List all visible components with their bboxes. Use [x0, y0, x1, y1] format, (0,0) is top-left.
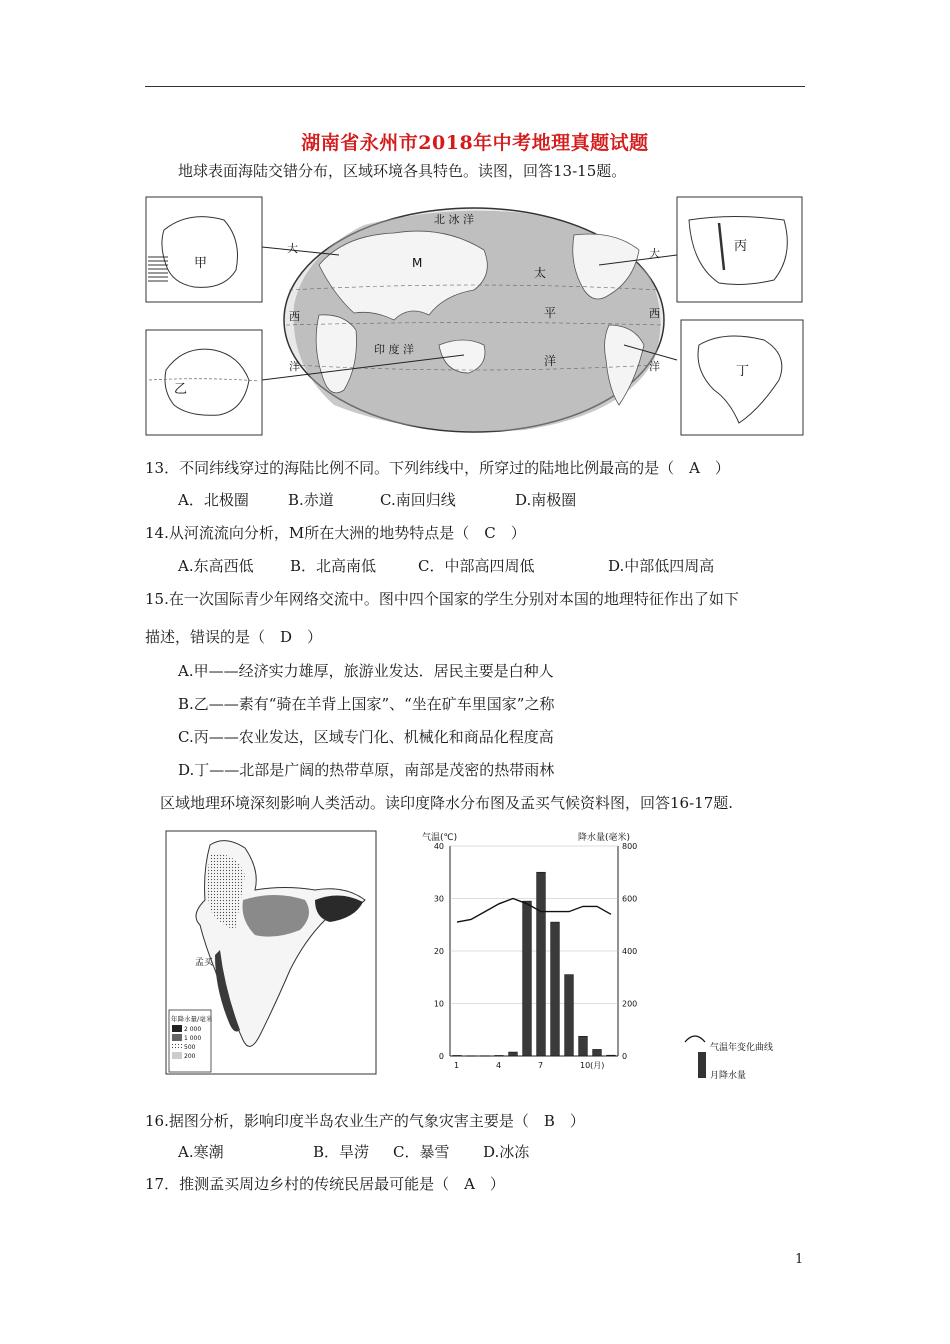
q15-option-c: C.丙——农业发达，区域专门化、机械化和商品化程度高 [178, 728, 554, 746]
label-M: M [412, 256, 423, 270]
legend-temp-label: 气温年变化曲线 [710, 1043, 774, 1053]
india-legend-500: 500 [184, 1044, 196, 1051]
q15-option-a: A.甲——经济实力雄厚，旅游业发达．居民主要是白种人 [178, 662, 554, 680]
q13-options [178, 489, 576, 510]
y-left-tick-label: 30 [433, 894, 444, 904]
inset-yi-label: 乙 [174, 382, 188, 397]
precip-bar [565, 975, 574, 1056]
page-number: 1 [795, 1252, 804, 1267]
inset-ding-label: 丁 [736, 364, 750, 379]
y-left-tick-label: 0 [438, 1052, 444, 1061]
india-legend-2000: 2 000 [184, 1026, 202, 1033]
mumbai-climate-chart [410, 828, 650, 1078]
precip-bar [579, 1036, 588, 1056]
climate-legend [680, 1030, 830, 1090]
q13-option-a: A．北极圈 [178, 491, 249, 509]
y-right-tick-label: 800 [622, 842, 638, 851]
intro-13-15: 地球表面海陆交错分布，区域环境各具特色。读图，回答13-15题。 [178, 162, 627, 180]
precip-bar [523, 901, 532, 1056]
q15-stem-line1: 15.在一次国际青少年网络交流中。图中四个国家的学生分别对本国的地理特征作出了如下 [145, 590, 739, 608]
legend-line-symbol [685, 1036, 705, 1042]
india-legend-200: 200 [184, 1053, 196, 1060]
x-tick-label: 10(月) [580, 1061, 605, 1070]
label-indian-ocean: 印 度 洋 [374, 343, 414, 356]
india-legend-title: 年降水量/毫米 [171, 1015, 213, 1023]
q16-option-a: A.寒潮 [178, 1143, 224, 1161]
q16-options [178, 1141, 529, 1162]
y-right-tick-label: 600 [622, 894, 638, 904]
q15-option-d: D.丁——北部是广阔的热带草原，南部是茂密的热帯雨林 [178, 761, 555, 779]
temperature-line [457, 899, 611, 923]
label-da-left: 大 [287, 242, 298, 255]
q16-option-b: B．旱涝 [313, 1143, 370, 1161]
india-legend-1000: 1 000 [184, 1035, 202, 1042]
precip-bar [509, 1052, 518, 1056]
q14-option-c: C．中部高四周低 [418, 557, 535, 575]
x-tick-label: 4 [496, 1061, 502, 1070]
label-yang-right: 洋 [649, 360, 660, 373]
precip-bar [593, 1049, 602, 1056]
y-left-tick-label: 10 [433, 999, 444, 1009]
world-map-figure [144, 195, 804, 440]
label-yang-left: 洋 [289, 360, 300, 373]
y-left-tick-label: 40 [433, 842, 444, 851]
precip-bar [481, 1056, 490, 1057]
precip-bar [607, 1055, 616, 1056]
q14-option-d: D.中部低四周高 [608, 557, 715, 575]
inset-jia-label: 甲 [194, 256, 208, 271]
x-tick-label: 1 [454, 1061, 460, 1070]
q14-option-b: B．北高南低 [290, 557, 377, 575]
label-tai: 太 [534, 266, 547, 280]
y-right-tick-label: 200 [622, 999, 638, 1009]
q13-option-c: C.南回归线 [380, 491, 456, 509]
inset-bing-label: 丙 [734, 239, 748, 254]
y-right-tick-label: 0 [622, 1052, 628, 1061]
intro-16-17: 区域地理环境深刻影响人类活动。读印度降水分布图及孟买气候资料图，回答16-17题. [160, 794, 734, 812]
y-left-label: 气温(℃) [422, 833, 458, 843]
y-right-tick-label: 400 [622, 947, 638, 956]
q13-option-b: B.赤道 [288, 491, 334, 509]
india-rainfall-map [165, 830, 377, 1075]
y-right-label: 降水量(毫米) [578, 833, 631, 843]
page-title: 湖南省永州市2018年中考地理真题试题 [301, 132, 649, 154]
india-city-label: 孟买 [195, 958, 214, 968]
q13-option-d: D.南极圈 [515, 491, 577, 509]
label-yang: 洋 [544, 354, 557, 368]
q14-options [178, 555, 714, 576]
q13-stem: 13．不同纬线穿过的海陆比例不同。下列纬线中，所穿过的陆地比例最高的是（ A ） [145, 459, 730, 477]
label-xi-left: 西 [289, 310, 300, 323]
q16-stem: 16.据图分析，影响印度半岛农业生产的气象灾害主要是（ B ） [145, 1112, 585, 1130]
legend-precip-label: 月降水量 [710, 1071, 747, 1081]
q15-option-b: B.乙——素有“骑在羊背上国家”、“坐在矿车里国家”之称 [178, 695, 555, 713]
legend-bar-symbol [698, 1052, 706, 1078]
y-left-tick-label: 20 [433, 947, 444, 956]
x-tick-label: 7 [538, 1061, 544, 1070]
label-ping: 平 [544, 306, 557, 320]
precip-bar [495, 1055, 504, 1056]
q16-option-c: C．暴雪 [393, 1143, 450, 1161]
q14-stem: 14.从河流流向分析，M所在大洲的地势特点是（ C ） [145, 524, 526, 542]
q16-option-d: D.冰冻 [483, 1143, 530, 1161]
q17-stem: 17．推测孟买周边乡村的传统民居最可能是（ A ） [145, 1175, 505, 1193]
precip-bar [537, 872, 546, 1056]
label-da-right: 大 [649, 247, 660, 260]
precip-bar [551, 922, 560, 1056]
q15-stem-line2: 描述，错误的是（ D ） [145, 628, 323, 646]
precip-bar [467, 1056, 476, 1057]
label-arctic-ocean: 北 冰 洋 [434, 213, 474, 226]
label-xi-right: 西 [649, 307, 660, 320]
header-rule [145, 86, 805, 87]
q14-option-a: A.东高西低 [178, 557, 254, 575]
precip-bar [453, 1055, 462, 1056]
